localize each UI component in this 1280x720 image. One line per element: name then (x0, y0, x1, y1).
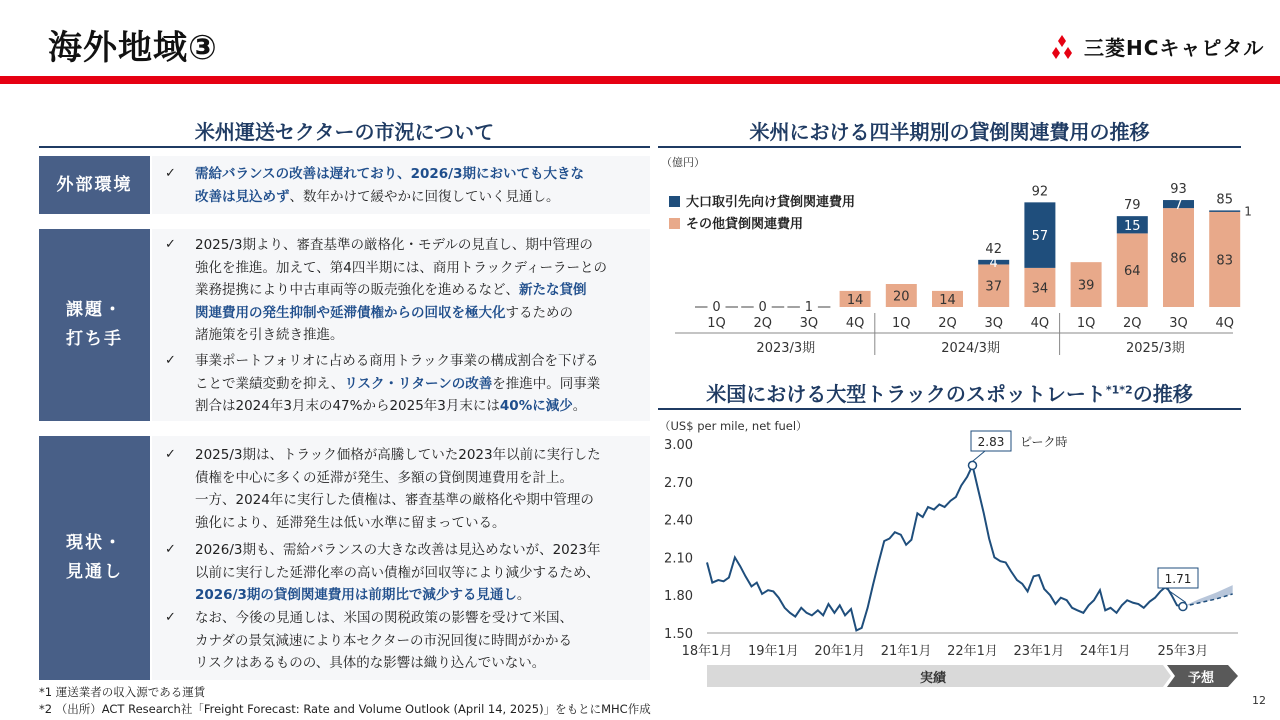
bar-chart-title: 米州における四半期別の貸倒関連費用の推移 (749, 120, 1150, 144)
bar-value-label: 14 (846, 292, 864, 308)
bar-total-label: 42 (985, 241, 1002, 257)
page-number: 12 (1252, 694, 1266, 707)
bar-value-label: 83 (1216, 253, 1233, 269)
check-icon: ✓ (165, 447, 176, 462)
x-tick-label: 19年1月 (747, 644, 799, 659)
bar-value-label: 20 (893, 289, 910, 305)
legend-label: 大口取引先向け貸倒関連費用 (686, 195, 856, 210)
x-tick-label: 20年1月 (814, 644, 866, 659)
bar-chart-unit: （億円） (661, 156, 705, 169)
left-section-rule (39, 146, 650, 148)
check-icon: ✓ (165, 166, 176, 181)
current-marker (1179, 603, 1187, 611)
x-tick-label: 23年1月 (1013, 644, 1065, 659)
bar-value-label: 39 (1077, 278, 1095, 294)
group-label: 2024/3期 (941, 341, 1000, 356)
left-section-title: 米州運送セクターの市況について (194, 120, 495, 144)
logo-text: 三菱HCキャピタル (1084, 36, 1265, 60)
x-tick-label: 4Q (1030, 316, 1050, 331)
check-icon: ✓ (165, 542, 176, 557)
row-label-1: 課題・ 打ち手 (39, 229, 150, 421)
y-tick-label: 1.50 (664, 627, 693, 642)
x-tick-label: 2Q (1123, 316, 1142, 331)
group-label: 2023/3期 (756, 341, 816, 356)
line-chart-title-tail: の推移 (1132, 382, 1193, 406)
bar-value-label: 1 (804, 300, 814, 315)
row-label-2: 現状・ 見通し (39, 436, 150, 680)
bar-value-label: 64 (1124, 264, 1141, 280)
bar-value-label: 0 (758, 300, 767, 315)
actual-phase-label: 実績 (919, 671, 947, 686)
x-tick-label: 1Q (1076, 316, 1096, 331)
line-chart (655, 412, 1245, 690)
bar-value-label: 14 (939, 292, 956, 308)
bar-value-label: 34 (1031, 281, 1049, 297)
bar-large (1209, 210, 1240, 212)
x-tick-label: 22年1月 (947, 644, 998, 659)
x-tick-label: 2Q (938, 316, 957, 331)
x-tick-label: 18年1月 (681, 644, 733, 659)
bullet-text: 2025/3期より、審査基準の厳格化・モデルの見直し、期中管理の 強化を推進。加えて、第4四半期には、商用トラックディーラーとの 業務提携により中古車両等の販売強化を進めるなど、新たな貸倒 関連費用の発生抑制や延滞債権からの回収を極大化するための 諸施策を引き続き推進。 (195, 237, 607, 343)
bullet-text: 2025/3期は、トラック価格が高騰していた2023年以前に実行した 債権を中心に多くの延滞が発生、多額の貸倒関連費用を計上。 一方、2024年に実行した債権は、審査基準の厳格化や期中管理の 強化により、延滞発生は低い水準に留まっている。 (195, 447, 601, 531)
bullet-text: 需給バランスの改善は遅れており、2026/3期においても大きな 改善は見込めず、数年かけて緩やかに回復していく見通し。 (195, 166, 584, 205)
bar-total-label: 79 (1124, 198, 1141, 214)
y-tick-label: 2.70 (664, 475, 693, 491)
x-tick-label: 3Q (1169, 316, 1188, 331)
x-tick-label: 3Q (799, 316, 819, 331)
bar-total-label: 92 (1031, 184, 1049, 200)
x-tick-label: 21年1月 (880, 644, 932, 659)
legend-swatch (669, 218, 680, 229)
legend-label: その他貸倒関連費用 (686, 217, 804, 232)
line-chart-rule (658, 408, 1241, 410)
line-chart-title-sup: *1*2 (1105, 383, 1133, 397)
line-chart-title-main: 米国における大型トラックのスポットレート (706, 382, 1106, 406)
company-logo (1048, 32, 1264, 61)
peak-marker (969, 461, 977, 469)
y-tick-label: 2.40 (664, 513, 693, 529)
x-tick-label: 1Q (892, 316, 911, 331)
peak-value: 2.83 (977, 435, 1005, 449)
y-tick-label: 3.00 (664, 438, 693, 453)
x-tick-label: 24年1月 (1079, 644, 1131, 659)
check-icon: ✓ (165, 237, 176, 252)
bar-value-label: 1 (1244, 204, 1252, 219)
x-tick-label: 1Q (707, 316, 726, 331)
three-diamonds-icon (1048, 35, 1076, 59)
header-divider (0, 76, 1280, 84)
peak-leader (973, 451, 986, 461)
x-tick-label: 25年3月 (1157, 644, 1209, 659)
actual-line (707, 465, 1183, 630)
bullet-text: 事業ポートフォリオに占める商用トラック事業の構成割合を下げる ことで業績変動を抑え、リスク・リターンの改善を推進中。同事業 割合は2024年3月末の47%から2025年3月末には40%に減少。 (195, 353, 601, 414)
bar-total-label: 93 (1170, 182, 1187, 198)
page-title: 海外地域③ (48, 28, 218, 68)
x-tick-label: 4Q (845, 316, 865, 331)
check-icon: ✓ (165, 610, 176, 625)
x-tick-label: 4Q (1215, 316, 1234, 331)
bar-value-label: 15 (1124, 218, 1141, 234)
row-label-0: 外部環境 (39, 156, 150, 214)
x-tick-label: 2Q (753, 316, 772, 331)
bar-value-label: 37 (985, 279, 1002, 295)
y-tick-label: 2.10 (664, 551, 693, 567)
bar-value-label: 57 (1031, 229, 1049, 245)
bar-value-label: 86 (1170, 251, 1187, 267)
y-tick-label: 1.80 (664, 589, 693, 605)
check-icon: ✓ (165, 353, 176, 368)
group-label: 2025/3期 (1126, 341, 1185, 356)
bar-total-label: 85 (1216, 192, 1233, 208)
bar-value-label: 4 (989, 256, 998, 272)
forecast-phase-label: 予想 (1187, 671, 1215, 686)
legend-swatch (669, 196, 680, 207)
footnote-2: *2 （出所）ACT Research社「Freight Forecast: Rate and Volume Outlook (April 14, 2025)」をもとにMHC作成 (39, 702, 651, 716)
bar-chart-rule (658, 146, 1241, 148)
bullet-text: 2026/3期も、需給バランスの大きな改善は見込めないが、2023年 以前に実行した延滞化率の高い債権が回収等により減少するため、 2026/3期の貸倒関連費用は前期比で減少する見通し。 (195, 542, 601, 603)
current-value: 1.71 (1164, 572, 1192, 586)
footnote-1: *1 運送業者の収入源である運賃 (39, 685, 206, 699)
bar-value-label: 0 (712, 300, 721, 315)
bar-chart (655, 150, 1252, 365)
bar-value-label: 7 (1174, 198, 1183, 214)
line-chart-title (658, 378, 1241, 407)
peak-note: ピーク時 (1020, 435, 1068, 449)
bullet-text: なお、今後の見通しは、米国の関税政策の影響を受けて米国、 カナダの景気減速により本セクターの市況回復に時間がかかる リスクはあるものの、具体的な影響は織り込んでいない。 (195, 610, 573, 671)
x-tick-label: 3Q (984, 316, 1003, 331)
line-chart-unit: （US$ per mile, net fuel） (659, 419, 808, 433)
